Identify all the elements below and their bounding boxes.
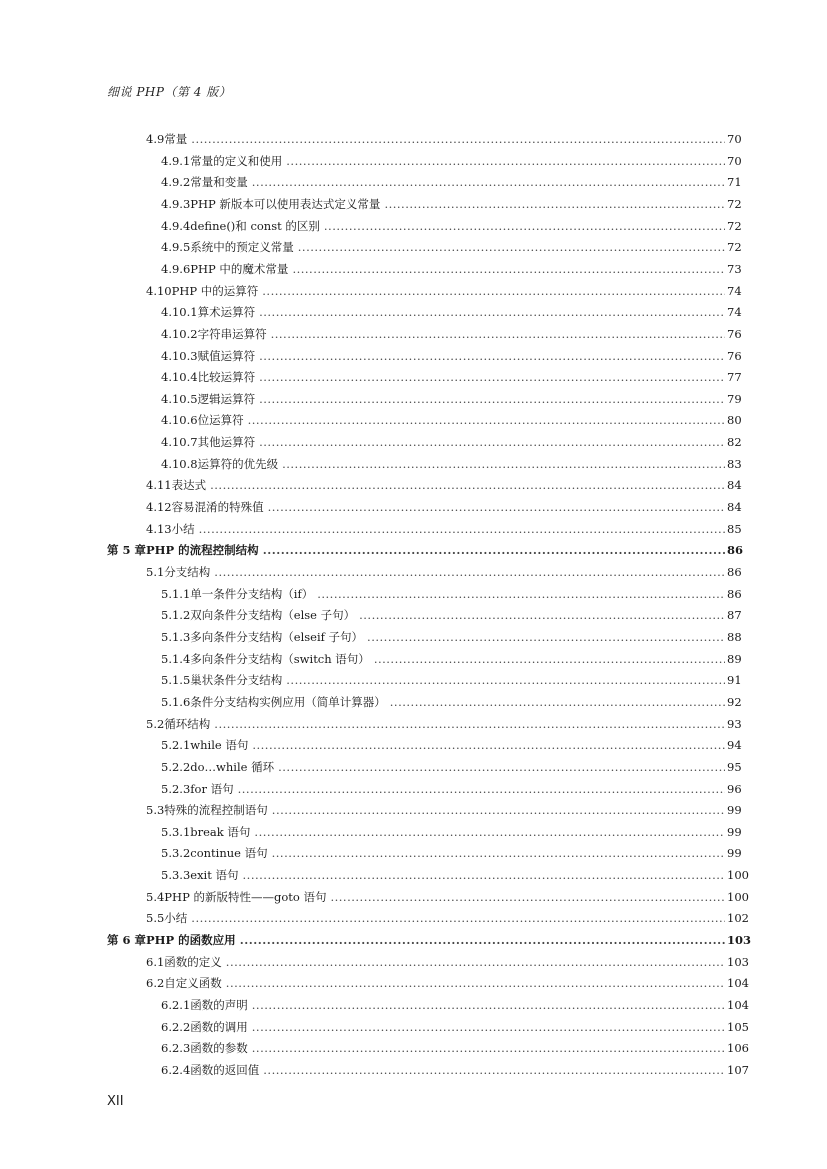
toc-entry-page: 105 — [727, 1019, 749, 1034]
toc-entry[interactable] — [161, 151, 741, 172]
toc-entry-title: 位运算符 — [197, 413, 244, 428]
toc-entry-title: define()和 const 的区别 — [190, 218, 320, 233]
toc-entry[interactable] — [161, 692, 741, 713]
page-number: XII — [107, 1094, 124, 1109]
toc-entry[interactable] — [146, 519, 741, 540]
toc-entry-number: 4.10.6 — [161, 413, 198, 428]
dot-leader — [317, 584, 725, 605]
toc-entry[interactable] — [146, 475, 741, 496]
toc-entry-title: 函数的调用 — [190, 1019, 248, 1034]
toc-entry-number: 5.1.3 — [161, 629, 191, 644]
toc-entry-number: 5.2 — [146, 716, 165, 731]
toc-entry[interactable] — [161, 172, 741, 193]
toc-entry[interactable] — [146, 129, 741, 150]
toc-entry-title: 字符串运算符 — [197, 326, 267, 341]
toc-entry-title: PHP 的流程控制结构 — [146, 543, 259, 558]
toc-entry-number: 4.9.6 — [161, 261, 191, 276]
toc-entry-number: 5.2.3 — [161, 781, 191, 796]
dot-leader — [282, 454, 725, 475]
toc-entry[interactable] — [161, 649, 741, 670]
toc-entry-title: while 语句 — [190, 738, 249, 753]
toc-entry[interactable] — [146, 281, 741, 302]
toc-entry-number: 6.2.4 — [161, 1062, 191, 1077]
dot-leader — [199, 519, 725, 540]
toc-entry-page: 74 — [727, 283, 742, 298]
toc-entry-page: 104 — [727, 976, 749, 991]
toc-entry-title: 表达式 — [171, 478, 207, 493]
toc-entry-number: 4.13 — [146, 521, 172, 536]
toc-entry-page: 100 — [727, 868, 749, 883]
toc-entry-number: 5.2.1 — [161, 738, 191, 753]
toc-entry[interactable] — [161, 367, 741, 388]
dot-leader — [292, 259, 725, 280]
toc-entry[interactable] — [161, 432, 741, 453]
toc-entry[interactable] — [161, 1017, 749, 1038]
dot-leader — [374, 649, 725, 670]
toc-entry-title: 小结 — [171, 521, 195, 536]
dot-leader — [210, 475, 725, 496]
dot-leader — [191, 129, 725, 150]
toc-entry-number: 4.9.1 — [161, 153, 191, 168]
toc-entry-number: 6.2.2 — [161, 1019, 191, 1034]
dot-leader — [243, 865, 725, 886]
dot-leader — [330, 887, 725, 908]
toc-entry-number: 5.1.1 — [161, 586, 191, 601]
dot-leader — [263, 540, 725, 561]
toc-entry-number: 5.3 — [146, 803, 165, 818]
toc-entry-number: 4.10.4 — [161, 370, 198, 385]
toc-entry-number: 第 5 章 — [107, 543, 147, 558]
toc-entry-page: 72 — [727, 218, 742, 233]
dot-leader — [263, 1060, 725, 1081]
toc-entry-number: 5.1.5 — [161, 673, 191, 688]
toc-entry-number: 4.10.2 — [161, 326, 198, 341]
toc-entry-page: 107 — [727, 1062, 749, 1077]
toc-entry-page: 72 — [727, 240, 742, 255]
toc-entry-title: 容易混淆的特殊值 — [171, 500, 264, 515]
toc-entry-number: 5.3.3 — [161, 868, 191, 883]
toc-entry-page: 74 — [727, 305, 742, 320]
toc-entry-page: 103 — [727, 933, 752, 948]
toc-entry-title: 自定义函数 — [164, 976, 222, 991]
toc-entry-number: 4.9.3 — [161, 196, 191, 211]
dot-leader — [248, 410, 725, 431]
toc-entry[interactable] — [161, 237, 741, 258]
toc-entry-title: 算术运算符 — [197, 305, 256, 320]
toc-entry-page: 77 — [727, 370, 742, 385]
toc-entry-title: continue 语句 — [190, 846, 268, 861]
toc-entry-title: PHP 的新版特性——goto 语句 — [164, 889, 327, 904]
toc-entry[interactable] — [161, 346, 741, 367]
toc-entry-page: 76 — [727, 348, 742, 363]
toc-entry[interactable] — [146, 973, 749, 994]
dot-leader — [262, 281, 725, 302]
toc-entry[interactable] — [146, 497, 741, 518]
toc-entry[interactable] — [146, 800, 741, 821]
dot-leader — [286, 151, 725, 172]
toc-entry[interactable] — [161, 843, 741, 864]
toc-entry-page: 84 — [727, 500, 742, 515]
toc-entry-number: 6.1 — [146, 954, 165, 969]
toc-entry-number: 5.5 — [146, 911, 165, 926]
toc-entry-page: 104 — [727, 998, 749, 1012]
toc-entry[interactable] — [161, 995, 749, 1016]
toc-entry-page: 86 — [727, 543, 744, 558]
toc-entry-title: 比较运算符 — [197, 370, 256, 385]
toc-entry-page: 85 — [727, 521, 742, 536]
toc-entry[interactable] — [146, 887, 749, 908]
toc-entry-title: 常量的定义和使用 — [190, 153, 283, 168]
toc-entry-title: 多向条件分支结构（switch 语句） — [190, 651, 370, 666]
toc-entry-page: 94 — [727, 738, 742, 753]
toc-entry[interactable] — [161, 779, 741, 800]
toc-entry[interactable] — [161, 302, 741, 323]
dot-leader — [238, 779, 725, 800]
toc-entry-number: 4.10.3 — [161, 348, 198, 363]
dot-leader — [240, 930, 725, 951]
toc-entry[interactable] — [161, 1060, 749, 1081]
toc-entry-number: 4.12 — [146, 500, 172, 515]
dot-leader — [272, 843, 725, 864]
toc-entry-title: 逻辑运算符 — [197, 391, 256, 406]
toc-entry[interactable] — [161, 627, 741, 648]
toc-entry-number: 4.9.2 — [161, 175, 191, 190]
dot-leader — [259, 432, 725, 453]
dot-leader — [298, 237, 725, 258]
toc-entry-number: 5.4 — [146, 889, 165, 904]
toc-entry-title: PHP 新版本可以使用表达式定义常量 — [190, 196, 381, 211]
toc-entry-title: 函数的返回值 — [190, 1062, 260, 1077]
toc-entry[interactable] — [161, 454, 741, 475]
toc-entry-number: 6.2 — [146, 976, 165, 991]
toc-entry-page: 88 — [727, 629, 742, 644]
toc-entry-title: 函数的参数 — [190, 1041, 248, 1056]
toc-entry-number: 6.2.3 — [161, 1041, 191, 1056]
toc-entry-title: PHP 中的魔术常量 — [190, 261, 289, 276]
toc-entry-number: 4.9.5 — [161, 240, 191, 255]
toc-entry-page: 82 — [727, 435, 742, 450]
toc-entry-page: 99 — [727, 846, 742, 861]
toc-entry-page: 95 — [727, 759, 742, 774]
toc-entry-title: 函数的定义 — [164, 954, 222, 969]
toc-entry-number: 第 6 章 — [107, 933, 147, 948]
toc-entry[interactable] — [146, 908, 749, 929]
toc-entry[interactable] — [161, 584, 741, 605]
toc-entry-page: 102 — [727, 911, 749, 926]
toc-entry-number: 4.9 — [146, 132, 165, 146]
toc-entry[interactable] — [161, 757, 741, 778]
dot-leader — [324, 216, 725, 237]
toc-entry[interactable] — [161, 216, 741, 237]
toc-entry-number: 4.10.7 — [161, 435, 198, 450]
toc-entry-number: 5.1.6 — [161, 694, 191, 709]
toc-entry[interactable] — [161, 259, 741, 280]
toc-entry-page: 76 — [727, 326, 742, 341]
toc-entry-number: 5.1.2 — [161, 608, 191, 623]
toc-entry-title: 多向条件分支结构（elseif 子句） — [190, 629, 364, 644]
toc-entry-title: 赋值运算符 — [197, 348, 256, 363]
toc-entry-page: 92 — [727, 694, 742, 709]
dot-leader — [252, 995, 725, 1016]
toc-entry-page: 106 — [727, 1041, 749, 1056]
toc-entry[interactable] — [161, 410, 741, 431]
dot-leader — [252, 1038, 725, 1059]
toc-entry-page: 86 — [727, 565, 742, 579]
dot-leader — [226, 952, 725, 973]
toc-entry-title: do…while 循环 — [190, 759, 275, 774]
toc-entry-title: PHP 中的运算符 — [171, 283, 259, 298]
toc-entry-page: 93 — [727, 716, 742, 731]
toc-entry-number: 5.2.2 — [161, 759, 191, 774]
toc-entry-title: 小结 — [164, 911, 188, 926]
toc-entry-page: 80 — [727, 413, 742, 428]
toc-entry[interactable] — [146, 562, 741, 583]
dot-leader — [252, 1017, 725, 1038]
toc-entry-number: 5.1.4 — [161, 651, 191, 666]
toc-entry-title: 单一条件分支结构（if） — [190, 586, 314, 601]
toc-chapter-entry[interactable] — [107, 540, 744, 561]
toc-entry-title: 循环结构 — [164, 716, 211, 731]
toc-entry-page: 100 — [727, 889, 749, 904]
toc-entry[interactable] — [161, 324, 741, 345]
toc-entry[interactable] — [161, 605, 741, 626]
toc-entry-page: 103 — [727, 954, 749, 969]
running-head: 细说 PHP（第 4 版） — [107, 85, 232, 99]
toc-entry-page: 91 — [727, 673, 742, 688]
toc-entry[interactable] — [161, 194, 741, 215]
toc-entry[interactable] — [161, 1038, 749, 1059]
dot-leader — [272, 800, 725, 821]
toc-entry-page: 89 — [727, 651, 742, 666]
toc-entry-page: 71 — [727, 175, 742, 190]
toc-entry-page: 79 — [727, 391, 742, 406]
toc-entry-page: 86 — [727, 586, 742, 601]
toc-entry-title: 运算符的优先级 — [197, 456, 279, 471]
toc-entry-page: 72 — [727, 196, 742, 211]
dot-leader — [390, 692, 725, 713]
dot-leader — [254, 822, 725, 843]
toc-entry-title: PHP 的函数应用 — [146, 933, 236, 948]
toc-entry-number: 4.11 — [146, 478, 172, 493]
toc-entry-number: 4.10.5 — [161, 391, 198, 406]
toc-entry-page: 70 — [727, 153, 742, 168]
toc-entry[interactable] — [161, 735, 741, 756]
toc-entry[interactable] — [161, 822, 741, 843]
dot-leader — [259, 302, 725, 323]
dot-leader — [226, 973, 725, 994]
toc-entry-page: 96 — [727, 781, 742, 796]
dot-leader — [367, 627, 725, 648]
toc-entry[interactable] — [161, 389, 741, 410]
toc-chapter-entry[interactable] — [107, 930, 752, 951]
toc-entry-page: 84 — [727, 478, 742, 493]
toc-entry-number: 6.2.1 — [161, 998, 191, 1012]
toc-entry[interactable] — [146, 952, 749, 973]
toc-entry-title: 常量和变量 — [190, 175, 248, 190]
toc-entry-title: for 语句 — [190, 781, 234, 796]
dot-leader — [359, 605, 725, 626]
toc-entry[interactable] — [161, 865, 749, 886]
toc-entry-title: 常量 — [164, 132, 188, 146]
toc-entry-number: 4.9.4 — [161, 218, 191, 233]
dot-leader — [191, 908, 725, 929]
toc-entry-title: 系统中的预定义常量 — [190, 240, 294, 255]
toc-entry-number: 5.3.2 — [161, 846, 191, 861]
toc-entry-title: break 语句 — [190, 824, 251, 839]
toc-entry-number: 5.3.1 — [161, 824, 191, 839]
toc-entry-page: 70 — [727, 132, 742, 146]
toc-entry-page: 73 — [727, 261, 742, 276]
dot-leader — [286, 670, 725, 691]
toc-entry-title: exit 语句 — [190, 868, 239, 883]
toc-entry-number: 4.10 — [146, 283, 172, 298]
toc-entry-number: 5.1 — [146, 565, 165, 579]
dot-leader — [259, 346, 725, 367]
dot-leader — [252, 735, 725, 756]
toc-entry-title: 分支结构 — [164, 565, 211, 579]
dot-leader — [214, 562, 725, 583]
dot-leader — [259, 367, 725, 388]
dot-leader — [268, 497, 725, 518]
toc-entry[interactable] — [161, 670, 741, 691]
toc-entry-page: 99 — [727, 803, 742, 818]
toc-entry-page: 83 — [727, 456, 742, 471]
toc-entry[interactable] — [146, 714, 741, 735]
dot-leader — [214, 714, 725, 735]
toc-entry-title: 特殊的流程控制语句 — [164, 803, 268, 818]
dot-leader — [259, 389, 725, 410]
dot-leader — [278, 757, 725, 778]
dot-leader — [384, 194, 725, 215]
toc-entry-page: 87 — [727, 608, 742, 623]
toc-entry-title: 其他运算符 — [197, 435, 256, 450]
dot-leader — [252, 172, 725, 193]
toc-entry-title: 巢状条件分支结构 — [190, 673, 283, 688]
toc-entry-title: 双向条件分支结构（else 子句） — [190, 608, 356, 623]
toc-entry-number: 4.10.1 — [161, 305, 198, 320]
toc-entry-page: 99 — [727, 824, 742, 839]
toc-entry-number: 4.10.8 — [161, 456, 198, 471]
dot-leader — [271, 324, 725, 345]
toc-entry-title: 条件分支结构实例应用（简单计算器） — [190, 694, 386, 709]
toc-entry-title: 函数的声明 — [190, 998, 248, 1012]
